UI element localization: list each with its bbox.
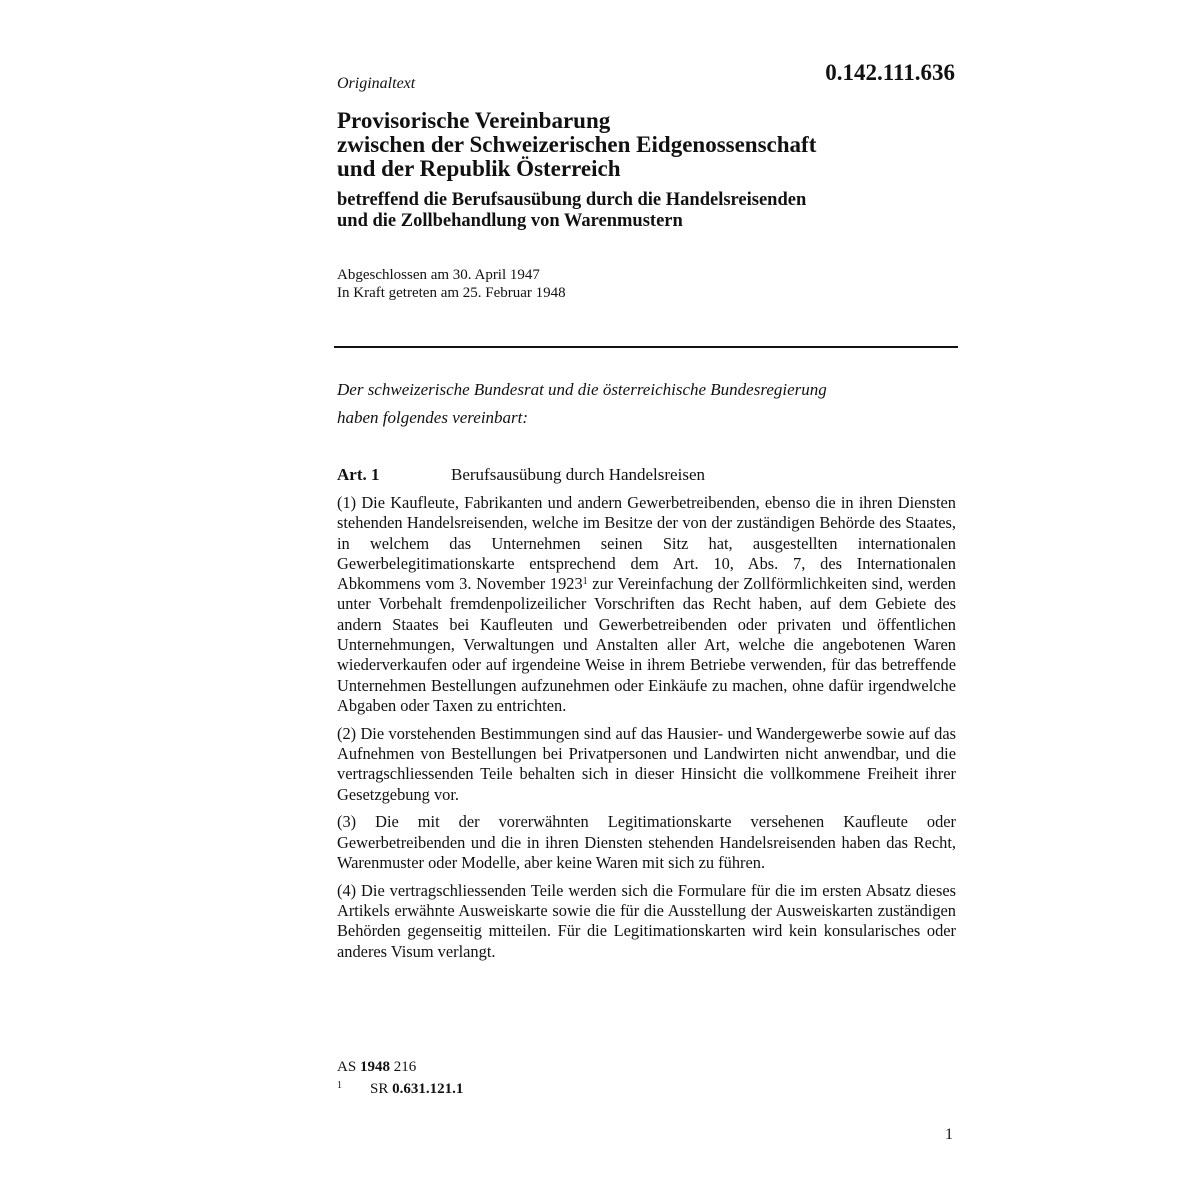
- sr-number: 0.142.111.636: [825, 60, 955, 85]
- article-heading: [337, 465, 957, 485]
- title-line: und der Republik Österreich: [337, 156, 621, 181]
- article-paragraph-1: [337, 493, 956, 716]
- horizontal-divider: [334, 346, 958, 348]
- page-number: 1: [945, 1126, 953, 1143]
- paragraph-text: (1) Die Kaufleute, Fabrikanten und andern Gewerbetreibenden, ebenso die in ihren Diensten stehenden Handelsreisenden, welche im Besitze der von der zuständigen Behörde des Staates, in welchem das Unternehmen seinen Sitz hat, ausgestellten internationalen Gewerbelegitimationskarte entsprechend dem Art. 10, Abs. 7, des Internationalen Abkommens vom 3. November 1923: [337, 493, 956, 594]
- as-prefix: AS: [337, 1059, 360, 1075]
- article-body: [337, 493, 956, 970]
- footnote-sr-reference: 0.631.121.1: [392, 1081, 464, 1097]
- preamble-line: haben folgendes vereinbart:: [337, 408, 529, 427]
- document-subtitle: [337, 190, 957, 232]
- preamble-line: Der schweizerische Bundesrat und die österreichische Bundesregierung: [337, 380, 827, 399]
- title-line: zwischen der Schweizerischen Eidgenossenschaft: [337, 132, 817, 157]
- concluded-date: Abgeschlossen am 30. April 1947: [337, 267, 540, 283]
- footnote-prefix: SR: [370, 1081, 393, 1097]
- official-collection-reference: [337, 1058, 416, 1076]
- as-year: 1948: [359, 1059, 390, 1075]
- title-line: Provisorische Vereinbarung: [337, 108, 611, 133]
- dates-block: [337, 266, 566, 302]
- original-text-label: Originaltext: [337, 75, 416, 92]
- paragraph-text: zur Vereinfachung der Zollförmlichkeiten sind, werden unter Vorbehalt fremdenpolizeilicher Vorschriften das Recht haben, auf dem Gebiete des andern Staates bei Kaufleuten und Gewerbetreibenden oder privaten und öffentlichen Unternehmungen, Verwaltungen und Anstalten aller Art, welche die angebotenen Waren wiederverkaufen oder auf irgendeine Weise in ihrem Betriebe verwenden, für das betreffende Unternehmen Bestellungen aufzunehmen oder Einkäufe zu machen, ohne dafür irgendwelche Abgaben oder Taxen zu entrichten.: [337, 574, 957, 715]
- article-paragraph-4: (4) Die vertragschliessenden Teile werden sich die Formulare für die im ersten Absatz dieses Artikels erwähnte Ausweiskarte sowie die für die Ausstellung der Ausweiskarten zuständigen Behörden gegenseitig mitteilen. Für die Legitimationskarten wird kein konsularisches oder anderes Visum verlangt.: [337, 880, 956, 961]
- article-number: Art. 1: [337, 465, 380, 484]
- article-paragraph-2: (2) Die vorstehenden Bestimmungen sind auf das Hausier- und Wandergewerbe sowie auf das Aufnehmen von Bestellungen bei Privatpersonen und Landwirten nicht anwendbar, und die vertragschliessenden Teile behalten sich in dieser Hinsicht die vollkommene Freiheit ihrer Gesetzgebung vor.: [337, 723, 956, 804]
- subtitle-line: und die Zollbehandlung von Warenmustern: [337, 211, 683, 231]
- article-paragraph-3: (3) Die mit der vorerwähnten Legitimationskarte versehenen Kaufleute oder Gewerbetreibenden und die in ihren Diensten stehenden Handelsreisenden haben das Recht, Warenmuster oder Modelle, aber keine Waren mit sich zu führen.: [337, 812, 956, 873]
- in-force-date: In Kraft getreten am 25. Februar 1948: [337, 285, 566, 301]
- footnote: 1 SR 0.631.121.1: [337, 1080, 464, 1097]
- subtitle-line: betreffend die Berufsausübung durch die Handelsreisenden: [337, 190, 807, 210]
- preamble: [337, 376, 827, 432]
- as-page: 216: [389, 1059, 417, 1075]
- document-title: [337, 109, 957, 181]
- article-title: Berufsausübung durch Handelsreisen: [451, 465, 705, 484]
- footnote-reference[interactable]: 1: [582, 576, 588, 588]
